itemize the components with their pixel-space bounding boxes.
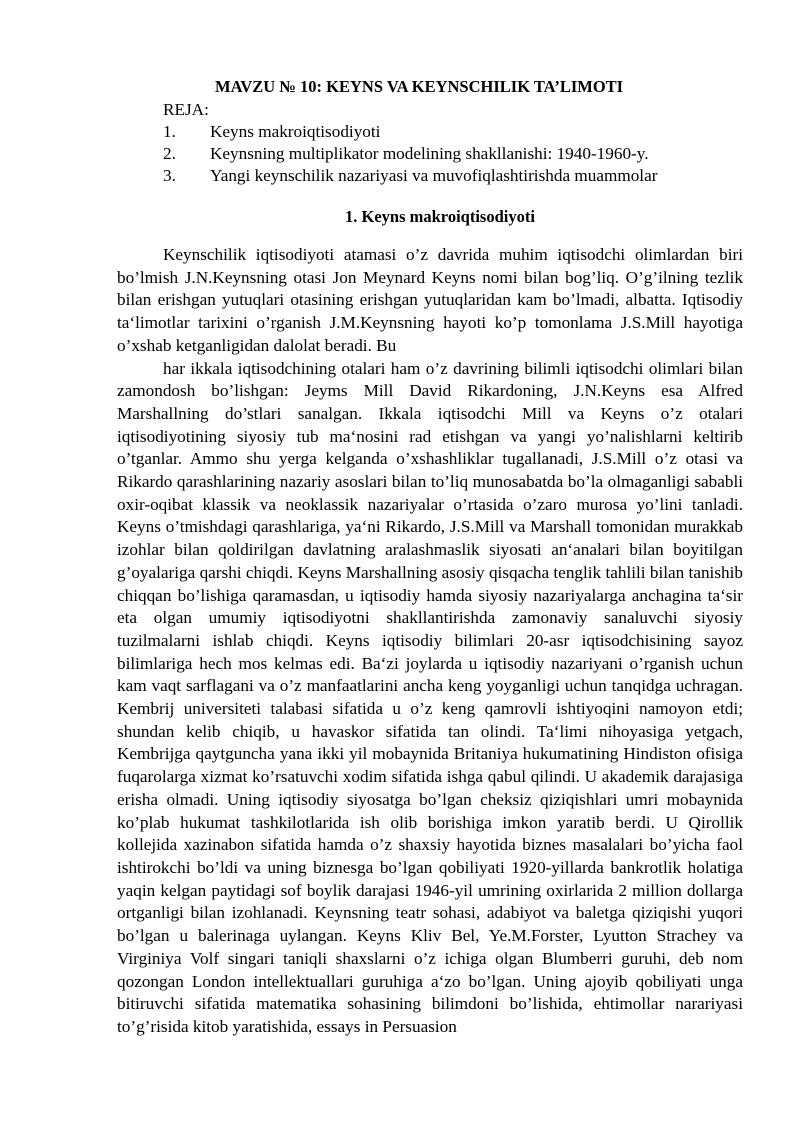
- body-text: [117, 244, 743, 1039]
- plan-item-number: 2.: [163, 144, 176, 163]
- document-title: MAVZU № 10: KEYNS VA KEYNSCHILIK TA’LIMOTI: [215, 77, 624, 96]
- plan-item-text: Keynsning multiplikator modelining shakllanishi: 1940-1960-y.: [210, 144, 649, 163]
- plan-item-text: Yangi keynschilik nazariyasi va muvofiqlashtirishda muammolar: [210, 166, 658, 185]
- paragraph: har ikkala iqtisodchining otalari ham o’z davrining bilimli iqtisodchi olimlari bilan zamondosh bo’lishgan: Jeyms Mill David Rikardoning, J.N.Keyns esa Alfred Marshallning do’stlari sanalgan. Ikkala iqtisodchi Mill va Keyns o’z otalari iqtisodiyotining siyosiy tub ma‘nosini rad etishgan va yangi yo’nalishlarni keltirib o’tganlar. Ammo shu yerga kelganda o’xshashliklar tugallanadi, J.S.Mill o’z otasi va Rikardo qarashlarining nazariy asoslari bilan to’liq munosabatda bo’la olmaganligi sababli oxir-oqibat klassik va neoklassik nazariyalar o’rtasida o’zaro murosa yo’lini tanladi. Keyns o’tmishdagi qarashlariga, ya‘ni Rikardo, J.S.Mill va Marshall tomonidan murakkab izohlar bilan qoldirilgan davlatning aralashmaslik siyosati an‘analari bilan boyitilgan g’oyalariga qarshi chiqdi. Keyns Marshallning asosiy qisqacha tenglik tahlili bilan tanishib chiqqan bo’lishiga qaramasdan, u iqtisodiy hamda siyosiy nazariyalarga anchagina ta‘sir eta olgan umumiy iqtisodiyotni shakllantirishda zamonaviy sanaluvchi siyosiy tuzilmalarni ishlab chiqdi. Keyns iqtisodiy bilimlari 20-asr iqtisodchisining sayoz bilimlariga hech mos kelmas edi. Ba‘zi joylarda u iqtisodiy nazariyani o’rganish uchun kam vaqt sarflagani va o’z manfaatlarini ancha keng yoyganligi uchun tanqidga uchragan. Kembrij universiteti talabasi sifatida u o’z keng qamrovli ishtiyoqini namoyon etdi; shundan kelib chiqib, u havaskor sifatida tan olindi. Ta‘limi nihoyasiga yetgach, Kembrijga qaytguncha yana ikki yil mobaynida Britaniya hukumatining Hindiston ofisiga fuqarolarga xizmat ko’rsatuvchi xodim sifatida ishga qabul qilindi. U akademik darajasiga erisha olmadi. Uning iqtisodiy siyosatga bo’lgan cheksiz qiziqishlari umri mobaynida ko’plab hukumat tashkilotlarida ish olib borishiga imkon yaratib berdi. U Qirollik kollejida xazinabon sifatida hamda o’z shaxsiy hayotida biznes masalalari bo’yicha faol ishtirokchi bo’ldi va uning biznesga bo’lgan qobiliyati 1920-yillarda bankrotlik holatiga yaqin kelgan paytidagi sof boylik darajasi 1946-yil umrining oxirlarida 2 million dollarga ortganligi bilan izohlanadi. Keynsning teatr sohasi, adabiyot va baletga qiziqishi yuqori bo’lgan u balerinaga uylangan. Keyns Kliv Bel, Ye.M.Forster, Lyutton Strachey va Virginiya Volf singari taniqli shaxslarni o’z ichiga olgan Blumberri guruhi, deb nom qozongan London intellektuallari guruhiga a‘zo bo’lgan. Uning ajoyib qobiliyati unga bitiruvchi sifatida matematika sohasining bilimdoni bo’lishida, ehtimollar narariyasi to’g’risida kitob yaratishida, essays in Persuasion: [117, 358, 743, 1036]
- section-heading: 1. Keyns makroiqtisodiyoti: [345, 207, 535, 226]
- plan-item-number: 1.: [163, 122, 176, 141]
- plan-label: REJA:: [163, 100, 209, 119]
- paragraph: Keynschilik iqtisodiyoti atamasi o’z davrida muhim iqtisodchi olimlardan biri bo’lmish J.N.Keynsning otasi Jon Meynard Keyns nomi bilan bog’liq. O’g’ilning tezlik bilan erishgan yutuqlari otasining erishgan yutuqlaridan kam bo’lmadi, albatta. Iqtisodiy ta‘limotlar tarixini o’rganish J.M.Keynsning hayoti ko’p tomonlama J.S.Mill hayotiga o’xshab ketganligidan dalolat beradi. Bu: [117, 245, 743, 355]
- plan-item-number: 3.: [163, 166, 176, 185]
- plan-item-text: Keyns makroiqtisodiyoti: [210, 122, 381, 141]
